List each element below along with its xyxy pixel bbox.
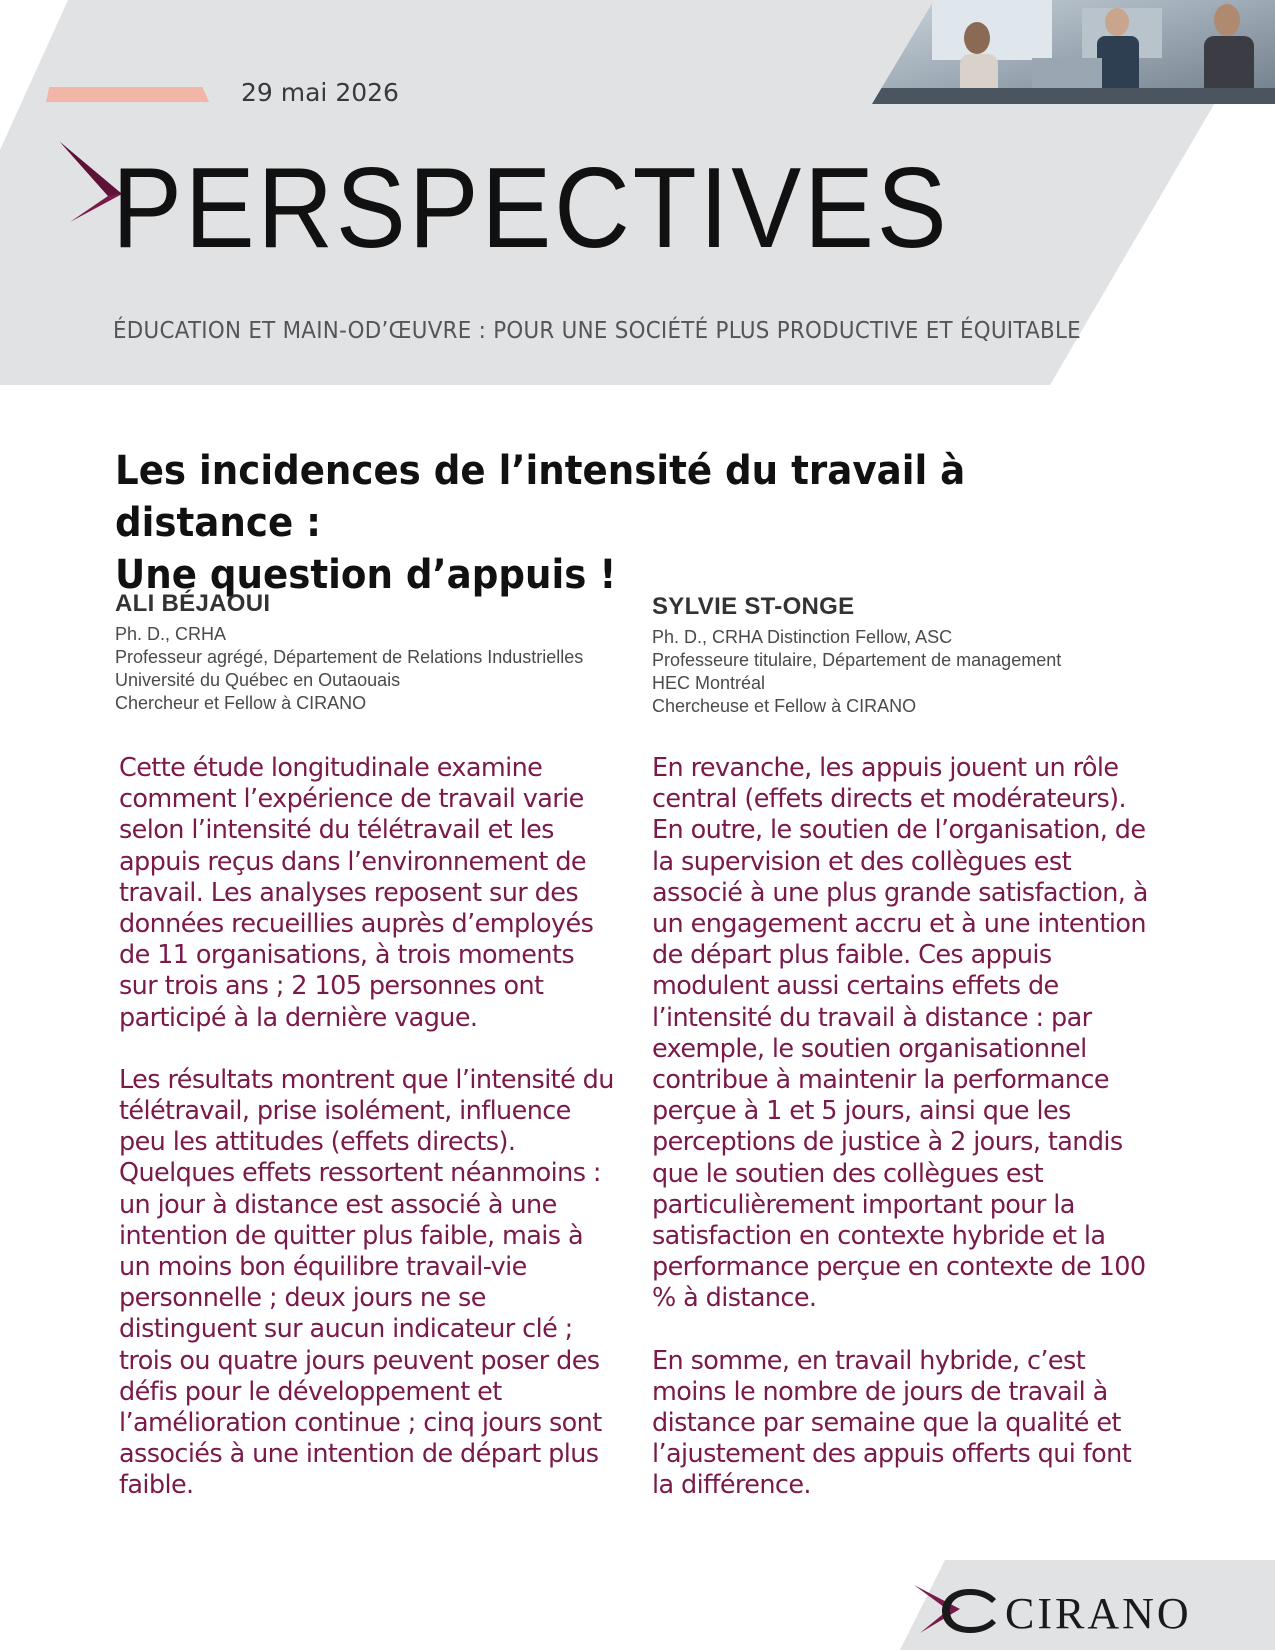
author-credential: Ph. D., CRHA Distinction Fellow, ASC	[652, 627, 953, 647]
author-affiliation: Chercheuse et Fellow à CIRANO	[652, 696, 917, 716]
author-institution: Université du Québec en Outaouais	[115, 670, 401, 690]
body-paragraph: En revanche, les appuis jouent un rôle central (effets directs et modérateurs). En outre, le soutien de l’organisation, de la supervision et des collègues est associé à une plus grande satisfaction, à un engagement accru et à une intention de départ plus faible. Ces appuis modulent aussi certains effets de l’intensité du travail à distance : par exemple, le soutien organisationnel contribue à maintenir la performance perçue à 1 et 5 jours, ainsi que les perceptions de justice à 2 jours, tandis que le soutien des collègues est particulièrement important pour la satisfaction en contexte hybride et la performance perçue en contexte de 100 % à distance.	[652, 753, 1148, 1314]
brand-title: PERSPECTIVES	[112, 145, 950, 272]
body-paragraph: Les résultats montrent que l’intensité du télétravail, prise isolément, influence peu les attitudes (effets directs). Quelques effets ressortent néanmoins : un jour à distance est associé à une intention de quitter plus faible, mais à un moins bon équilibre travail-vie personnelle ; deux jours ne se distinguent sur aucun indicateur clé ; trois ou quatre jours peuvent poser des défis pour le développement et l’amélioration continue ; cinq jours sont associés à une intention de départ plus faible.	[119, 1064, 614, 1501]
body-column-left	[119, 753, 614, 1533]
series-tagline: ÉDUCATION ET MAIN-OD’ŒUVRE : POUR UNE SOCIÉTÉ PLUS PRODUCTIVE ET ÉQUITABLE	[113, 318, 1081, 344]
author-affiliation: Chercheur et Fellow à CIRANO	[115, 693, 367, 713]
author-credential: Ph. D., CRHA	[115, 624, 227, 644]
article-title-line-2: Une question d’appuis !	[115, 552, 617, 598]
accent-bar	[46, 87, 209, 102]
body-paragraph: En somme, en travail hybride, c’est moins le nombre de jours de travail à distance par semaine que la qualité et l’ajustement des appuis offerts qui font la différence.	[652, 1345, 1132, 1501]
body-column-right	[652, 753, 1152, 1533]
author-position: Professeur agrégé, Département de Relations Industrielles	[115, 647, 584, 667]
author-institution: HEC Montréal	[652, 673, 766, 693]
header-photo	[872, 0, 1275, 104]
publication-date: 29 mai 2026	[241, 78, 399, 107]
body-paragraph: Cette étude longitudinale examine comment l’expérience de travail varie selon l’intensité du télétravail et les appuis reçus dans l’environnement de travail. Les analyses reposent sur des données recueillies auprès d’employés de 11 organisations, à trois moments sur trois ans ; 2 105 personnes ont participé à la dernière vague.	[119, 753, 594, 1033]
article-title-line-1: Les incidences de l’intensité du travail à distance :	[115, 448, 966, 546]
article-title	[115, 445, 1092, 601]
author-name: SYLVIE ST-ONGE	[652, 593, 855, 620]
author-2	[652, 593, 1061, 718]
author-position: Professeure titulaire, Département de management	[652, 650, 1062, 670]
author-name: ALI BÉJAOUI	[115, 590, 271, 617]
author-1	[115, 590, 583, 715]
cirano-logo-mark	[910, 1583, 1002, 1638]
cirano-logo-text: CIRANO	[1005, 1589, 1192, 1638]
